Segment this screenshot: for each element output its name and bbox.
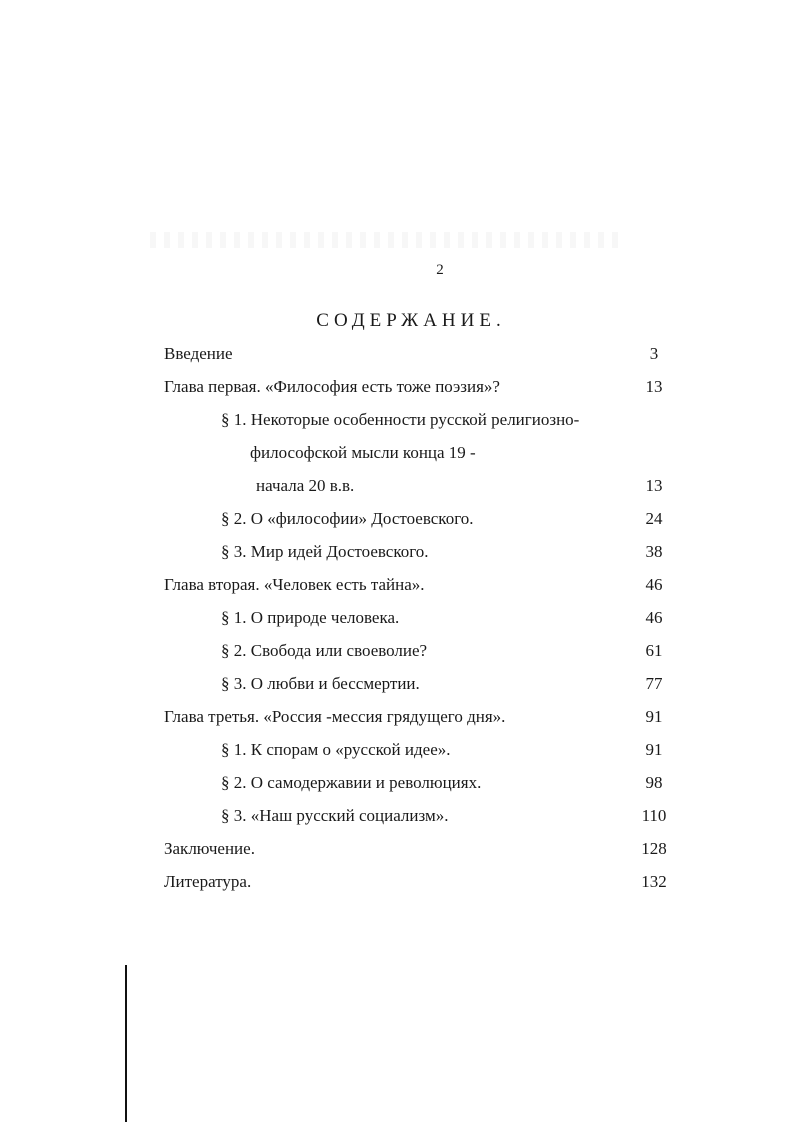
toc-entry-continuation <box>0 439 793 469</box>
toc-entry-label: § 3. Мир идей Достоевского. <box>221 542 429 561</box>
toc-entry-page: 38 <box>645 542 663 561</box>
toc-entry-chapter-1 <box>0 373 793 403</box>
toc-entry-page: 24 <box>645 509 663 528</box>
toc-entry-continuation <box>0 472 793 502</box>
toc-entry-label: § 2. Свобода или своеволие? <box>221 641 428 660</box>
toc-entry-label: Литература. <box>164 872 252 891</box>
toc-entry-label: Введение <box>164 344 233 363</box>
toc-entry-label: § 1. О природе человека. <box>221 608 400 627</box>
toc-entry-introduction <box>0 340 793 370</box>
toc-entry-page: 46 <box>645 575 663 594</box>
toc-entry-page: 128 <box>641 839 667 858</box>
toc-entry-page: 13 <box>645 377 663 396</box>
toc-entry-label: Глава вторая. «Человек есть тайна». <box>164 575 425 594</box>
toc-entry-section <box>0 736 793 766</box>
toc-entry-section <box>0 637 793 667</box>
toc-entry-page: 46 <box>645 608 663 627</box>
toc-title: СОДЕРЖАНИЕ. <box>316 310 506 331</box>
scan-edge-line <box>125 965 127 1122</box>
toc-entry-label: § 1. К спорам о «русской идее». <box>221 740 451 759</box>
toc-entry-label: Глава третья. «Россия -мессия грядущего дня». <box>164 707 506 726</box>
toc-entry-page: 110 <box>641 806 667 825</box>
toc-entry-label: начала 20 в.в. <box>256 476 355 495</box>
toc-entry-section <box>0 538 793 568</box>
toc-entry-label: § 2. О «философии» Достоевского. <box>221 509 474 528</box>
toc-entry-label: § 3. «Наш русский социализм». <box>221 806 449 825</box>
toc-entry-page: 61 <box>645 641 663 660</box>
toc-entry-bibliography <box>0 868 793 898</box>
toc-entry-label: Глава первая. «Философия есть тоже поэзия»? <box>164 377 500 396</box>
toc-entry-page: 98 <box>645 773 663 792</box>
toc-entry-label: § 1. Некоторые особенности русской религиозно- <box>221 410 580 429</box>
toc-entry-page: 91 <box>645 740 663 759</box>
toc-entry-section <box>0 406 793 436</box>
toc-entry-label: § 2. О самодержавии и революциях. <box>221 773 482 792</box>
page-number: 2 <box>436 262 444 278</box>
toc-entry-label: Заключение. <box>164 839 255 858</box>
toc-entry-page: 91 <box>645 707 663 726</box>
toc-entry-label: философской мысли конца 19 - <box>250 443 476 462</box>
toc-entry-page: 13 <box>645 476 663 495</box>
toc-entry-section <box>0 670 793 700</box>
scan-artifact <box>150 232 620 248</box>
toc-entry-section <box>0 505 793 535</box>
toc-entry-label: § 3. О любви и бессмертии. <box>221 674 420 693</box>
toc-entry-section <box>0 604 793 634</box>
toc-entry-conclusion <box>0 835 793 865</box>
toc-entry-section <box>0 802 793 832</box>
toc-entry-section <box>0 769 793 799</box>
toc-entry-chapter-3 <box>0 703 793 733</box>
toc-entry-chapter-2 <box>0 571 793 601</box>
toc-entry-page: 77 <box>645 674 663 693</box>
toc-entry-page: 132 <box>641 872 667 891</box>
toc-entry-page: 3 <box>649 344 659 363</box>
